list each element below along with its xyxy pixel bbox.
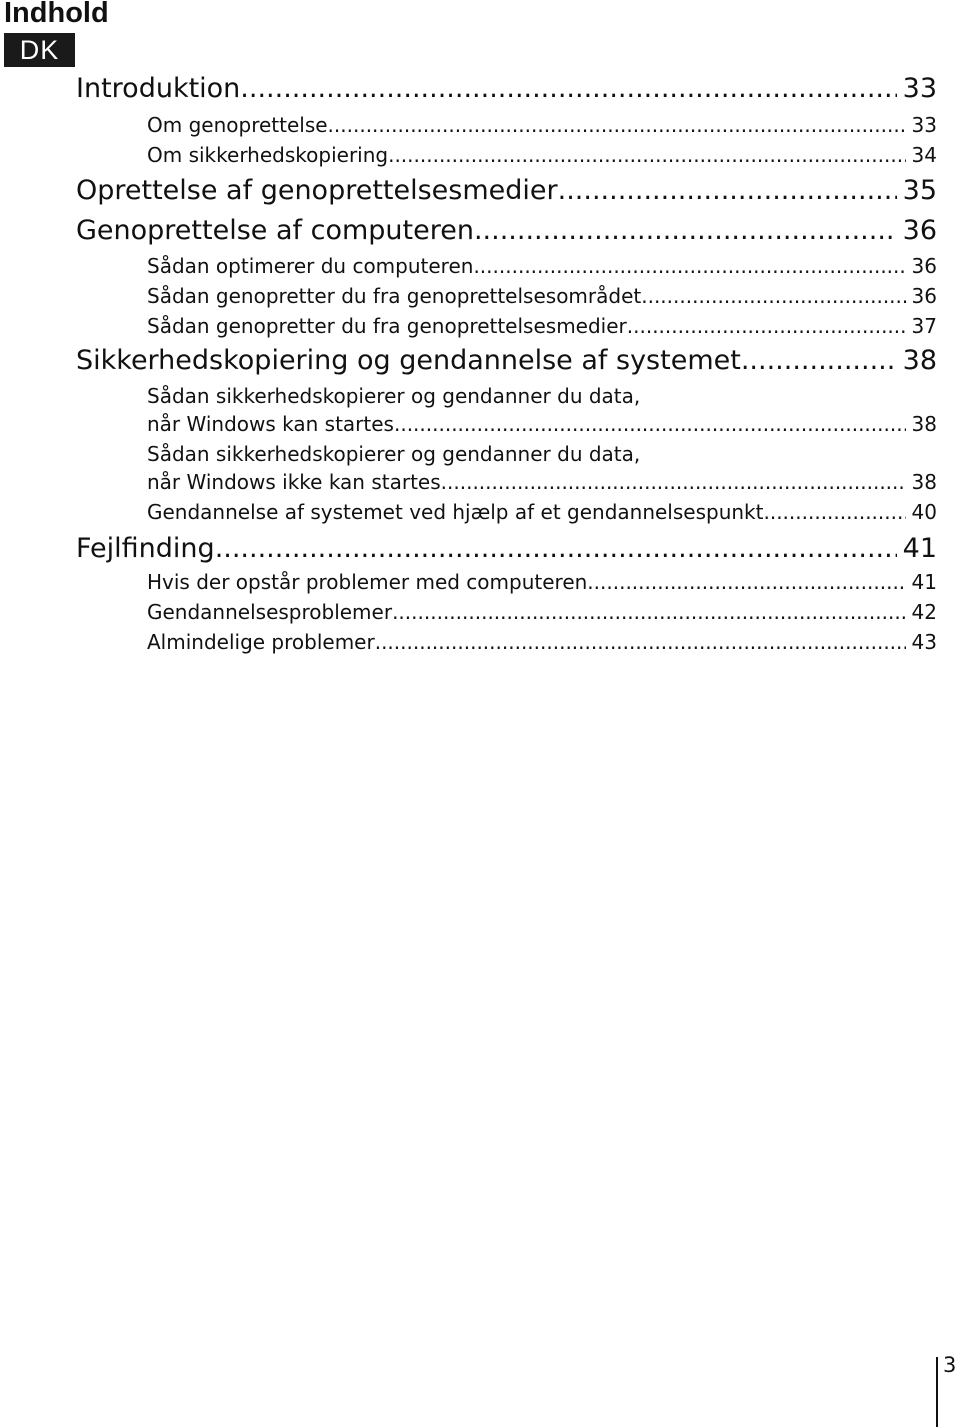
toc-entry-oprettelse[interactable] bbox=[76, 175, 937, 207]
toc-entry-om-sikkerhedskopiering[interactable] bbox=[147, 142, 937, 168]
toc-entry-fejlfinding[interactable] bbox=[76, 533, 937, 565]
toc-entry-gendannelsespunkt[interactable] bbox=[147, 499, 937, 525]
toc-leader-dots bbox=[215, 533, 897, 565]
toc-entry-om-genoprettelse[interactable] bbox=[147, 112, 937, 138]
page-number-rule bbox=[936, 1357, 938, 1427]
toc-leader-dots bbox=[441, 468, 906, 496]
toc-entry-page: 33 bbox=[902, 73, 937, 104]
toc-entry-page: 43 bbox=[911, 630, 937, 654]
toc-leader-dots bbox=[558, 175, 897, 207]
toc-entry-genopretter-medier[interactable] bbox=[147, 313, 937, 339]
toc-entry-page: 34 bbox=[911, 143, 937, 167]
toc-entry-title-line1: Sådan sikkerhedskopierer og gendanner du data, bbox=[147, 442, 641, 466]
toc-leader-dots bbox=[763, 499, 905, 525]
toc-entry-title: Om sikkerhedskopiering bbox=[147, 143, 389, 167]
toc-entry-page: 40 bbox=[911, 500, 937, 524]
toc-entry-hvis-problemer[interactable] bbox=[147, 569, 937, 595]
toc-leader-dots bbox=[741, 345, 897, 377]
toc-entry-page: 36 bbox=[911, 284, 937, 308]
toc-entry-title: Hvis der opstår problemer med computeren bbox=[147, 570, 588, 594]
language-badge: DK bbox=[4, 33, 75, 67]
toc-entry-sikkerhedskopiering[interactable] bbox=[76, 345, 937, 377]
toc-entry-title: Om genoprettelse bbox=[147, 113, 328, 137]
toc-leader-dots bbox=[627, 313, 906, 339]
toc-entry-gendannelsesproblemer[interactable] bbox=[147, 599, 937, 625]
toc-entry-title: Sådan genopretter du fra genoprettelsesmedier bbox=[147, 314, 627, 338]
toc-entry-page: 38 bbox=[911, 470, 937, 494]
page-number: 3 bbox=[943, 1353, 957, 1377]
toc-entry-title: Oprettelse af genoprettelsesmedier bbox=[76, 175, 558, 206]
toc-leader-dots bbox=[641, 283, 905, 309]
toc-entry-page: 35 bbox=[902, 175, 937, 206]
toc-entry-page: 42 bbox=[911, 600, 937, 624]
toc-leader-dots bbox=[394, 410, 906, 438]
toc-entry-title: Sikkerhedskopiering og gendannelse af systemet bbox=[76, 345, 741, 376]
toc-entry-page: 37 bbox=[911, 314, 937, 338]
toc-leader-dots bbox=[474, 215, 897, 247]
toc-leader-dots bbox=[587, 569, 905, 595]
toc-entry-page: 36 bbox=[911, 254, 937, 278]
toc-entry-title-line1: Sådan sikkerhedskopierer og gendanner du data, bbox=[147, 384, 641, 408]
toc-leader-dots bbox=[328, 112, 906, 138]
toc-entry-page: 38 bbox=[902, 345, 937, 376]
toc-leader-dots bbox=[388, 142, 905, 168]
toc-entry-title: Introduktion bbox=[76, 73, 241, 104]
toc-entry-windows-kan-startes[interactable] bbox=[147, 382, 937, 438]
toc-entry-page: 36 bbox=[902, 215, 937, 246]
toc-entry-introduktion[interactable] bbox=[76, 73, 937, 105]
toc-leader-dots bbox=[392, 599, 905, 625]
toc-entry-title: Fejlfinding bbox=[76, 533, 215, 564]
toc-entry-genopretter-omraadet[interactable] bbox=[147, 283, 937, 309]
toc-entry-title-line2: når Windows kan startes bbox=[147, 412, 394, 436]
toc-entry-title: Sådan genopretter du fra genoprettelsesområdet bbox=[147, 284, 642, 308]
toc-leader-dots bbox=[375, 629, 906, 655]
toc-entry-page: 41 bbox=[911, 570, 937, 594]
toc-entry-page: 33 bbox=[911, 113, 937, 137]
page-title: Indhold bbox=[4, 0, 109, 29]
toc-entry-page: 41 bbox=[902, 533, 937, 564]
toc-entry-title: Almindelige problemer bbox=[147, 630, 375, 654]
toc-entry-windows-ikke-kan-startes[interactable] bbox=[147, 440, 937, 496]
toc-entry-title: Genoprettelse af computeren bbox=[76, 215, 474, 246]
toc-entry-title-line2: når Windows ikke kan startes bbox=[147, 470, 441, 494]
toc-leader-dots bbox=[473, 253, 905, 279]
toc-entry-title: Sådan optimerer du computeren bbox=[147, 254, 474, 278]
toc-entry-title: Gendannelse af systemet ved hjælp af et gendannelsespunkt bbox=[147, 500, 764, 524]
toc-entry-title: Gendannelsesproblemer bbox=[147, 600, 393, 624]
toc-leader-dots bbox=[240, 73, 896, 105]
toc-entry-almindelige-problemer[interactable] bbox=[147, 629, 937, 655]
toc-entry-optimerer[interactable] bbox=[147, 253, 937, 279]
toc-entry-genoprettelse[interactable] bbox=[76, 215, 937, 247]
toc-entry-page: 38 bbox=[911, 412, 937, 436]
